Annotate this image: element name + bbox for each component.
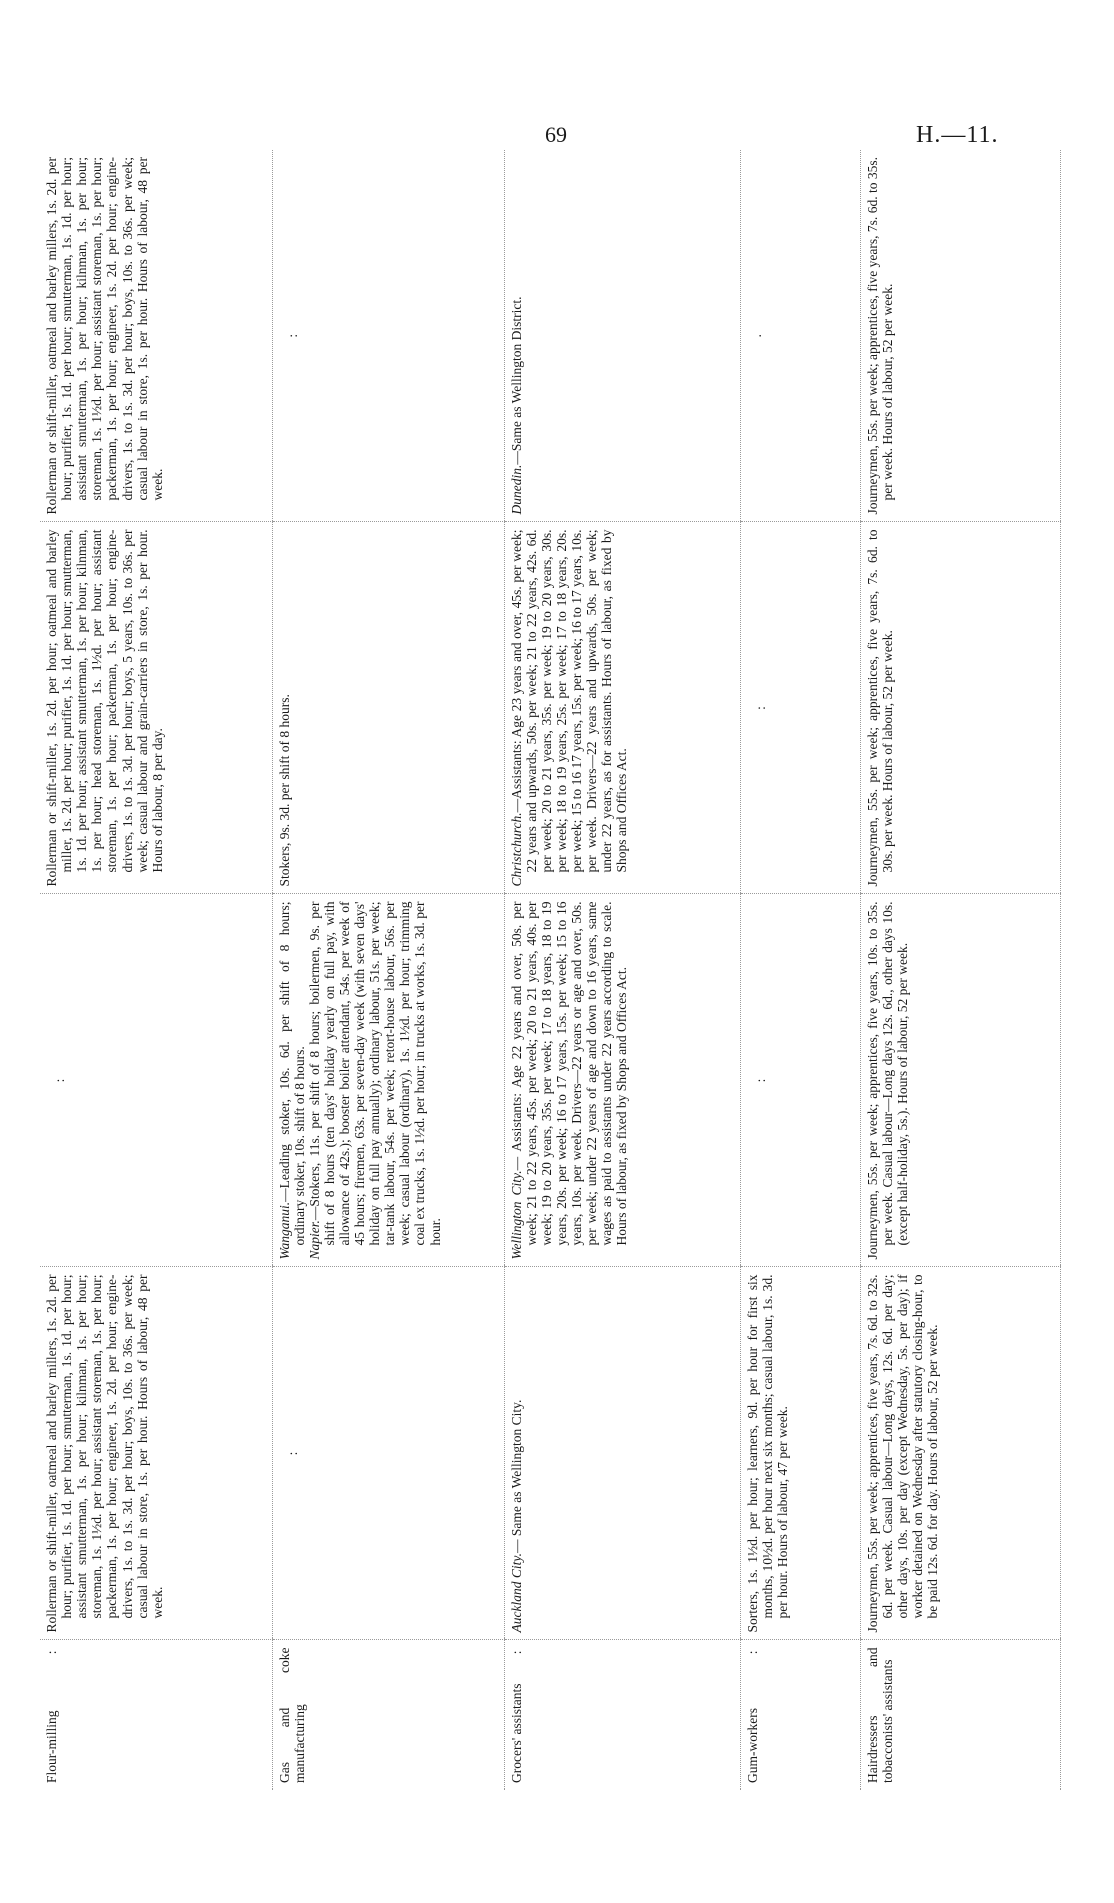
auckland-cell [40,1267,272,1640]
occupation-cell [272,1640,504,1790]
canterbury-cell [860,522,1060,894]
occupation-cell [860,1640,1060,1790]
otago-cell [860,150,1060,522]
wellington-cell [860,894,1060,1267]
place-name: Christchurch. [508,812,524,887]
award-text: — Same as Wellington City. [508,1399,524,1554]
page-code: H.—11. [916,122,999,148]
otago-cell [504,150,740,522]
ditto-mark: : [284,333,300,338]
place-name: Wanganui. [276,1201,292,1260]
otago-cell [272,150,504,522]
wellington-cell [740,894,860,1267]
award-text: Journeymen, 55s. per week; apprentices, five years, 7s. 6d. to 32s. 6d. per week. Casual labour—Long days, 12s. 6d. per day; other days, 10s. per day (except Wednesday, 5s. per day); if worker detained on Wednesday after statutory closing-hour, to be paid 12s. 6d. for day. Hours of labour, 52 per week. [864,1274,940,1633]
award-text: Journeymen, 55s. per week; apprentices, five years, 7s. 6d. to 35s. per week. Hours of labour, 52 per week. [864,157,895,515]
wanganui-entry [277,902,307,1260]
place-name: Auckland City. [508,1553,524,1633]
table-row [272,150,504,1790]
table-row [740,150,860,1790]
occupation-label: Gas and coke manufacturing [276,1647,307,1783]
occupation-label: Grocers' assistants [508,1683,524,1783]
wages-table [40,150,1061,1790]
table-row [40,150,272,1790]
award-text: —Same as Wellington District. [508,296,524,465]
auckland-cell [740,1267,860,1640]
ditto-mark: : [284,1451,300,1456]
award-text: —Assistants: Age 23 years and over, 45s. per week; 22 years and upwards, 50s. per week; 21 to 22 years, 42s. 6d. per week; 20 to 21 years, 35s. per week; 19 to 20 years, 30s. per week; 18 to 19 years, 25s. per week; 17 to 18 years, 20s. per week; 15 to 16 17 years, 15s. per week; 16 to 17 years, 10s. per week. Drivers—22 years and upwards, 50s. per week; under 22 years, as for assistants. Hours of labour, as fixed by Shops and Offices Act. [508,529,630,873]
page-number: 69 [545,122,567,147]
ditto-mark: : [52,1078,67,1083]
ditto-mark: : [752,706,768,710]
ditto-mark: : [752,1078,768,1083]
auckland-cell [860,1267,1060,1640]
wellington-cell [272,894,504,1267]
occupation-label: Hairdressers and tobacconists' assistants [864,1647,895,1783]
auckland-cell [272,1267,504,1640]
ditto-mark: · [752,333,768,338]
award-text: — Assistants: Age 22 years and over, 50s. per week; 21 to 22 years, 45s. per week; 20 to 21 years, 40s. per week; 19 to 20 years, 35s. per week; 17 to 18 years, 18 to 19 years, 20s. per week; 16 to 17 years, 15s. per week; 15 to 16 years, 10s. per week. Drivers—22 years or age and over, 50s. per week; under 22 years of age and down to 16 years, same wages as paid to assistants under 22 years according to scale. Hours of labour, as fixed by Shops and Offices Act. [508,901,630,1246]
award-text: Sorters, 1s. 1½d. per hour; learners, 9d. per hour for first six months, 10½d. per hour next six months; casual labour, 1s. 3d. per hour. Hours of labour, 47 per week. [744,1274,790,1633]
award-text: Journeymen, 55s. per week; apprentices, five years, 7s. 6d. to 30s. per week. Hours of labour, 52 per week. [864,529,895,887]
auckland-cell [504,1267,740,1640]
rotated-table-region [40,150,1060,1790]
wellington-cell [40,894,272,1267]
occupation-cell: Flour-milling : [44,1647,59,1783]
place-name: Napier. [306,1220,322,1260]
occupation-cell: Gum-workers : [744,1647,760,1783]
occupation-label: Flour-milling [44,1710,59,1783]
table-row [504,150,740,1790]
canterbury-cell [740,522,860,894]
award-text: —Leading stoker, 10s. 6d. per shift of 8 hours; ordinary stoker, 10s. shift of 8 hours. [276,901,307,1246]
award-text: Rollerman or shift-miller, 1s. 2d. per hour; oatmeal and barley miller, 1s. 2d. per hour; purifier, 1s. 1d. per hour; smutterman, 1s. 1d. per hour; assistant smutterman, 1s. per hour; kilnman, 1s. per hour; head storeman, 1s. 1½d. per hour; assistant storeman, 1s. per hour; packerman, 1s. per hour; engine-drivers, 1s. to 1s. 3d. per hour; boys, 5 years, 10s. to 36s. per week; casual labour and grain-carriers in store, 1s. per hour. Hours of labour, 8 per day. [44,529,165,887]
award-text: Stokers, 9s. 3d. per shift of 8 hours. [276,694,292,887]
canterbury-cell [504,522,740,894]
award-text: Journeymen, 55s. per week; apprentices, five years, 10s. to 35s. per week. Casual labour—Long days 12s. 6d., other days 10s. (except half-holiday, 5s.). Hours of labour, 52 per week. [864,901,910,1260]
canterbury-cell [40,522,272,894]
place-name: Dunedin. [508,464,524,515]
award-text: —Stokers, 11s. per shift of 8 hours; boilermen, 9s. per shift of 8 hours (ten days' holiday yearly on full pay, with allowance of 42s.); booster boiler attendant, 54s. per week of 45 hours; firemen, 63s. per seven-day week (with seven days' holiday on full pay annually); ordinary labour, 51s. per week; tar-tank labour, 54s. per week; retort-house labour, 56s. per week; casual labour (ordinary), 1s. 1½d. per hour; trimming coal ex trucks, 1s. 1½d. per hour; in trucks at works, 1s. 3d. per hour. [306,901,443,1246]
wellington-cell [504,894,740,1267]
award-text: Rollerman or shift-miller, oatmeal and barley millers, 1s. 2d. per hour; purifier, 1s. 1d. per hour; smutterman, 1s. 1d. per hour; assistant smutterman, 1s. per hour; kilnman, 1s. per hour; storeman, 1s. 1½d. per hour; assistant storeman, 1s. per hour; packerman, 1s. per hour; engineer, 1s. 2d. per hour; engine-drivers, 1s. to 1s. 3d. per hour; boys, 10s. to 36s. per week; casual labour in store, 1s. per hour. Hours of labour, 48 per week. [44,1274,165,1633]
occupation-label: Gum-workers [744,1708,760,1783]
occupation-cell: Grocers' assistants : [508,1647,524,1783]
canterbury-cell [272,522,504,894]
otago-cell [740,150,860,522]
place-name: Wellington City. [508,1170,524,1260]
award-text: Rollerman or shift-miller, oatmeal and barley millers, 1s. 2d. per hour; purifier, 1s. 1d. per hour; smutterman, 1s. 1d. per hour; assistant smutterman, 1s. per hour; kilnman, 1s. per hour; storeman, 1s. 1½d. per hour; assistant storeman, 1s. per hour; packerman, 1s. per hour; engineer, 1s. 2d. per hour; engine-drivers, 1s. to 1s. 3d. per hour; boys, 10s. to 36s. per week; casual labour in store, 1s. per hour. Hours of labour, 48 per week. [44,157,165,515]
table-row [860,150,1060,1790]
otago-cell [40,150,272,522]
napier-entry [307,902,443,1260]
